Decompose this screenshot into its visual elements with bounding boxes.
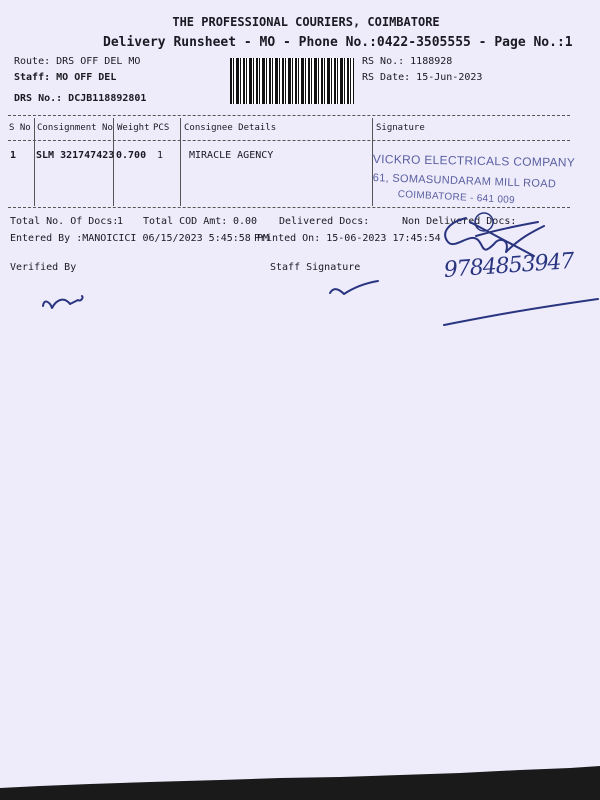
row-consignment: SLM 321747423 bbox=[36, 150, 115, 161]
company-title: THE PROFESSIONAL COURIERS, COIMBATORE bbox=[172, 15, 440, 29]
header-pcs: PCS bbox=[153, 123, 170, 133]
delivered-docs-label: Delivered Docs: bbox=[279, 216, 370, 227]
staff-signature-label: Staff Signature bbox=[270, 262, 361, 273]
total-docs-label: Total No. Of Docs: bbox=[10, 216, 119, 227]
phone-underline bbox=[444, 299, 598, 325]
rs-date: RS Date: 15-Jun-2023 bbox=[362, 72, 483, 83]
row-consignee: MIRACLE AGENCY bbox=[189, 150, 274, 161]
total-docs-value: 1 bbox=[117, 216, 124, 227]
printed-on: Printed On: 15-06-2023 17:45:54 bbox=[254, 233, 441, 244]
rs-number: RS No.: 1188928 bbox=[362, 56, 453, 67]
row-weight: 0.700 bbox=[116, 150, 147, 161]
staff-label: Staff: MO OFF DEL bbox=[14, 72, 117, 83]
non-delivered-docs-label: Non Delivered Docs: bbox=[402, 216, 517, 227]
header-signature: Signature bbox=[376, 123, 425, 133]
stamp-line-1: VICKRO ELECTRICALS COMPANY bbox=[372, 152, 576, 170]
verified-by-label: Verified By bbox=[10, 262, 77, 273]
row-sno: 1 bbox=[10, 150, 17, 161]
entered-by: Entered By :MANOICICI 06/15/2023 5:45:58 PM bbox=[10, 233, 269, 244]
total-cod-label: Total COD Amt: bbox=[143, 216, 228, 227]
route-label: Route: DRS OFF DEL MO bbox=[14, 56, 141, 67]
torn-edge bbox=[0, 758, 600, 800]
drs-number: DRS No.: DCJB118892801 bbox=[14, 93, 147, 104]
header-weight: Weight bbox=[117, 123, 150, 133]
header-consignee: Consignee Details bbox=[184, 123, 277, 133]
stamp-line-3: COIMBATORE - 641 009 bbox=[397, 189, 516, 207]
receiver-signature-loop bbox=[475, 213, 493, 231]
stamp-line-2: 61, SOMASUNDARAM MILL ROAD bbox=[372, 172, 557, 191]
row-pcs: 1 bbox=[157, 150, 164, 161]
header-sno: S No bbox=[9, 123, 31, 133]
staff-signature-mark bbox=[330, 281, 378, 294]
receiver-signature bbox=[445, 218, 544, 256]
handwritten-phone: 9784853947 bbox=[443, 248, 575, 283]
total-cod-value: 0.00 bbox=[233, 216, 258, 227]
verified-by-signature bbox=[43, 296, 83, 308]
header-consignment: Consignment No bbox=[37, 123, 113, 133]
runsheet-subtitle: Delivery Runsheet - MO - Phone No.:0422-3505555 - Page No.:1 bbox=[103, 35, 573, 50]
